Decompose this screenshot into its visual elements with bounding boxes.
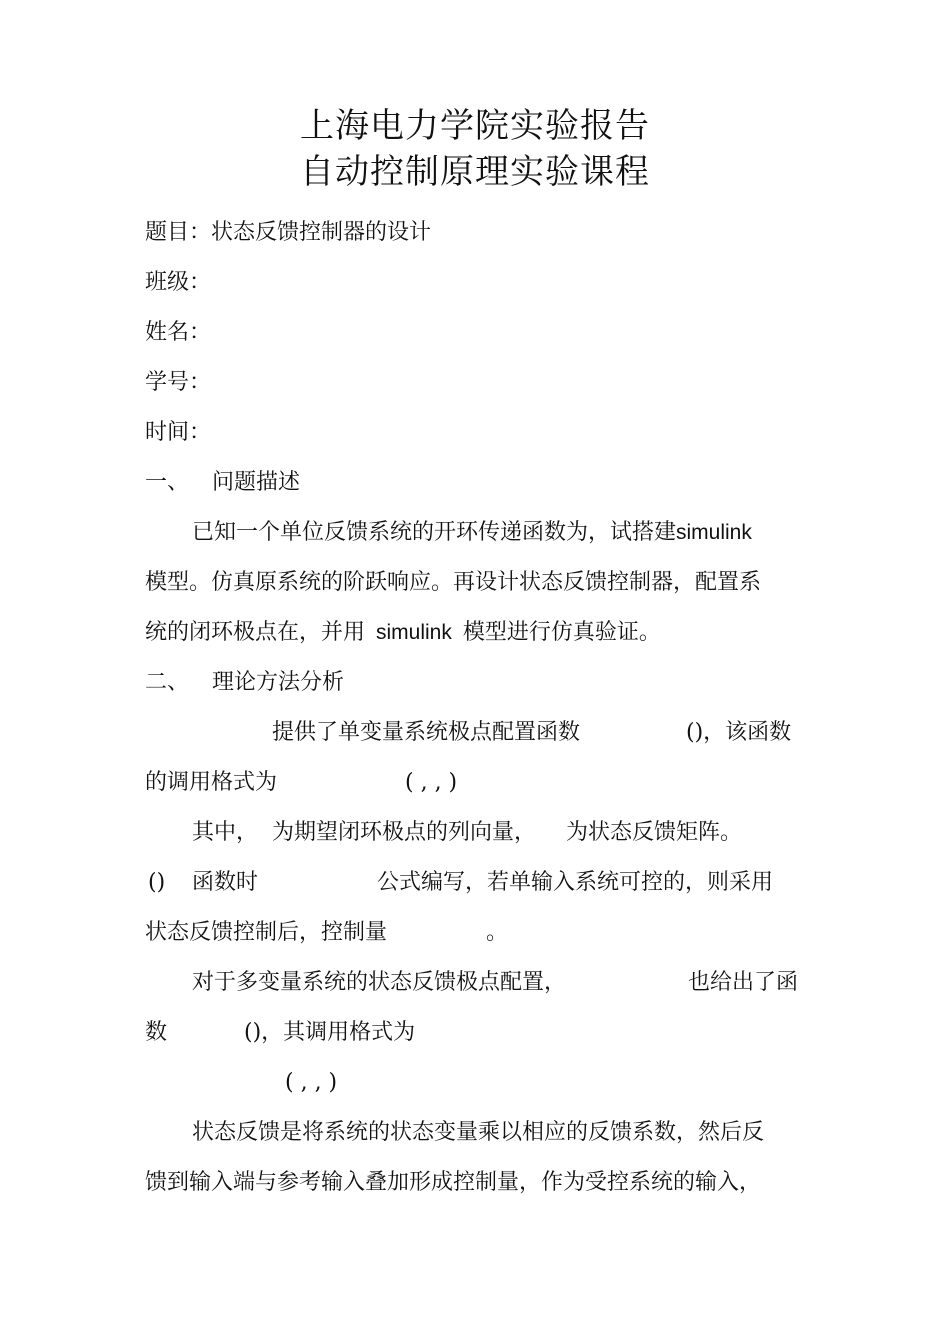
section2-heading: 理论方法分析 (212, 670, 345, 695)
section1-paragraph-line1 (192, 518, 752, 548)
student-id-field: 学号： (145, 370, 212, 395)
section2-line3-b: 为期望闭环极点的列向量， (272, 820, 537, 845)
section1-paragraph-line3 (145, 618, 661, 648)
section2-number: 二、 (145, 670, 190, 695)
section2-line3-c: 为状态反馈矩阵。 (566, 820, 743, 845)
time-field: 时间： (145, 420, 212, 445)
section2-line4-b: 函数时 (192, 870, 259, 895)
section2-line2-b: ( , , ) (405, 770, 458, 795)
topic-field: 题目：状态反馈控制器的设计 (145, 220, 432, 245)
section2-line7-b: ()，其调用格式为 (244, 1020, 416, 1045)
text-run-latin: simulink (676, 521, 752, 544)
report-title: 上海电力学院实验报告 (300, 106, 650, 146)
section2-line2-a: 的调用格式为 (145, 770, 278, 795)
text-run: 模型进行仿真验证。 (462, 620, 661, 645)
course-title: 自动控制原理实验课程 (300, 152, 650, 192)
section1-paragraph-line2: 模型。仿真原系统的阶跃响应。再设计状态反馈控制器，配置系 (145, 570, 762, 595)
section2-line6-b: 也给出了函 (688, 970, 799, 995)
section2-line5-a: 状态反馈控制后，控制量 (145, 920, 388, 945)
class-field: 班级： (145, 270, 212, 295)
name-field: 姓名： (145, 320, 212, 345)
section2-line1-a: 提供了单变量系统极点配置函数 (272, 720, 581, 745)
section2-line8: ( , , ) (285, 1070, 338, 1095)
section2-line7-a: 数 (145, 1020, 168, 1045)
section1-number: 一、 (145, 470, 190, 495)
section2-line10: 馈到输入端与参考输入叠加形成控制量，作为受控系统的输入， (145, 1170, 762, 1195)
section2-line9: 状态反馈是将系统的状态变量乘以相应的反馈系数，然后反 (192, 1120, 765, 1145)
section2-line5-b: 。 (486, 920, 509, 945)
section2-line1-b: ()，该函数 (686, 720, 792, 745)
text-run: 统的闭环极点在，并用 (145, 620, 366, 645)
section1-heading: 问题描述 (212, 470, 301, 495)
section2-line4-c: 公式编写，若单输入系统可控的，则采用 (377, 870, 774, 895)
section2-line4-a: () (148, 870, 166, 895)
text-run-latin: simulink (376, 621, 452, 644)
section2-line3-a: 其中， (192, 820, 259, 845)
text-run: 已知一个单位反馈系统的开环传递函数为，试搭建 (192, 520, 677, 545)
section2-line6-a: 对于多变量系统的状态反馈极点配置， (192, 970, 567, 995)
